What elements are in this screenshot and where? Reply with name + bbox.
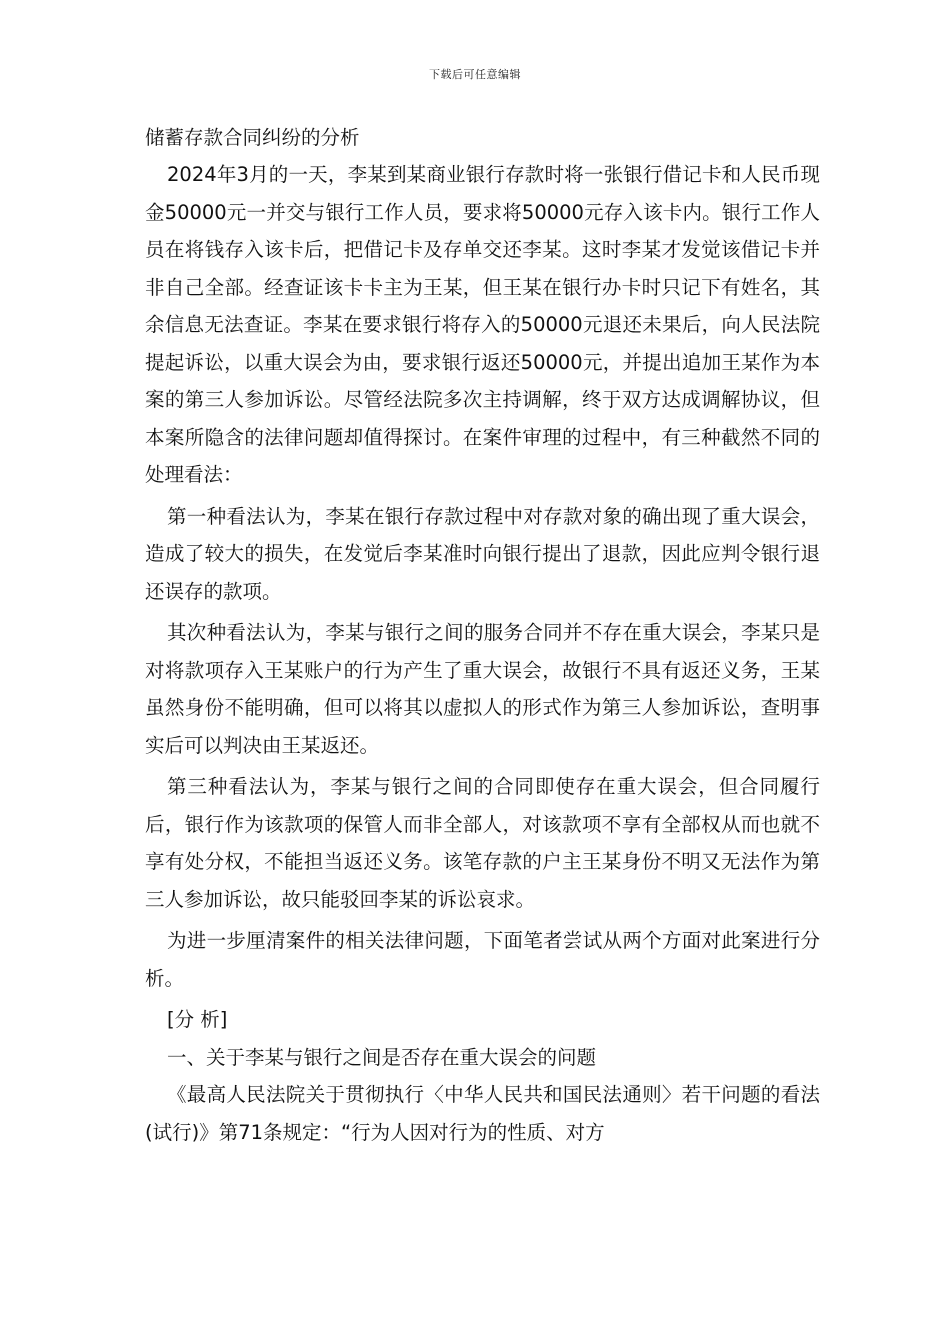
section-heading-1: 一、关于李某与银行之间是否存在重大误会的问题: [167, 1045, 597, 1069]
paragraph-legal-citation: 《最高人民法院关于贯彻执行〈中华人民共和国民法通则〉若干问题的看法(试行)》第71条规定：“行为人因对行为的性质、对方: [145, 1083, 820, 1144]
page-header: 下载后可任意编辑: [429, 68, 521, 81]
document-title: 储蓄存款合同纠纷的分析: [145, 126, 360, 149]
paragraph-second-view: 其次种看法认为，李某与银行之间的服务合同并不存在重大误会，李某只是对将款项存入王某账户的行为产生了重大误会，故银行不具有返还义务，王某虽然身份不能明确，但可以将其以虚拟人的形式作为第三人参加诉讼，查明事实后可以判决由王某返还。: [145, 621, 820, 757]
document-body: [145, 124, 820, 1155]
paragraph-intro-analysis: 为进一步厘清案件的相关法律问题，下面笔者尝试从两个方面对此案进行分析。: [145, 929, 820, 990]
paragraph-first-view: 第一种看法认为，李某在银行存款过程中对存款对象的确出现了重大误会，造成了较大的损失，在发觉后李某准时向银行提出了退款，因此应判令银行退还误存的款项。: [145, 504, 820, 603]
paragraph-third-view: 第三种看法认为，李某与银行之间的合同即使存在重大误会，但合同履行后，银行作为该款项的保管人而非全部人，对该款项不享有全部权从而也就不享有处分权，不能担当返还义务。该笔存款的户主王某身份不明又无法作为第三人参加诉讼，故只能驳回李某的诉讼哀求。: [145, 775, 820, 911]
paragraph-case-facts: 2024年3月的一天，李某到某商业银行存款时将一张银行借记卡和人民币现金50000元一并交与银行工作人员，要求将50000元存入该卡内。银行工作人员在将钱存入该卡后，把借记卡及存单交还李某。这时李某才发觉该借记卡并非自己全部。经查证该卡卡主为王某，但王某在银行办卡时只记下有姓名，其余信息无法查证。李某在要求银行将存入的50000元退还未果后，向人民法院提起诉讼，以重大误会为由，要求银行返还50000元，并提出追加王某作为本案的第三人参加诉讼。尽管经法院多次主持调解，终于双方达成调解协议，但本案所隐含的法律问题却值得探讨。在案件审理的过程中，有三种截然不同的处理看法：: [145, 163, 820, 486]
section-label-analysis: [分 析]: [167, 1008, 228, 1031]
